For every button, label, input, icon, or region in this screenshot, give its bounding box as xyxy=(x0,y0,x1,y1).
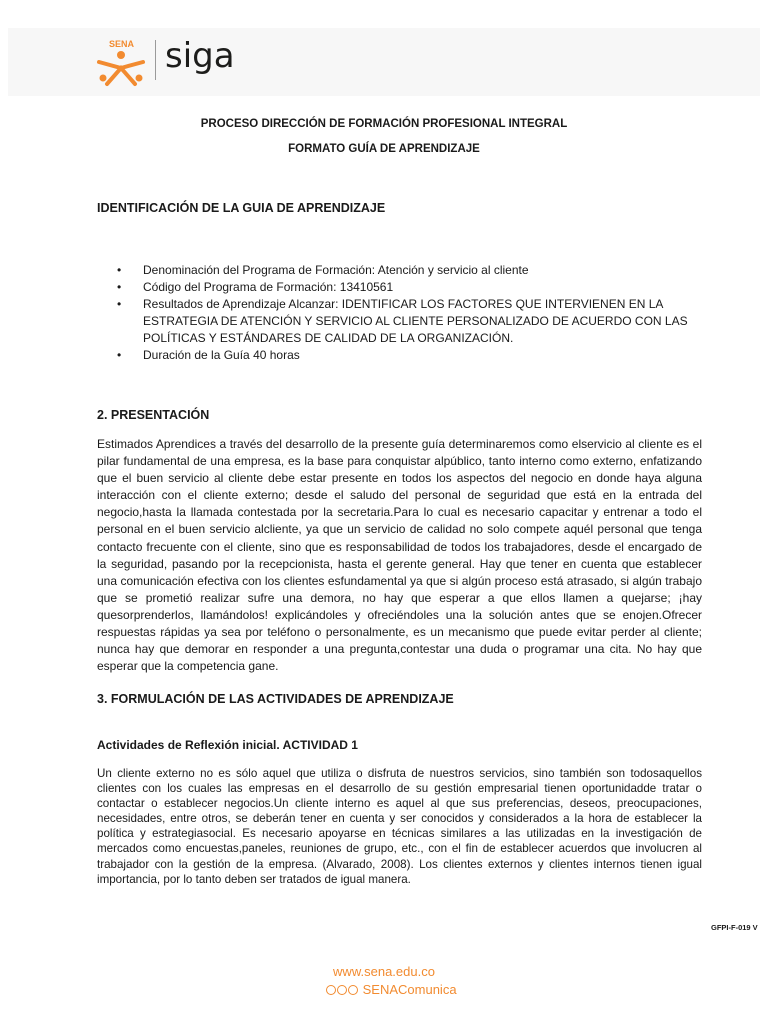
cc-by-icon xyxy=(337,985,347,995)
social-handle-label: SENAComunica xyxy=(362,982,457,997)
list-item: • Duración de la Guía 40 horas xyxy=(97,347,707,364)
section-heading-presentation: 2. PRESENTACIÓN xyxy=(97,408,210,422)
cc-info-icon xyxy=(348,985,358,995)
document-title-secondary: FORMATO GUÍA DE APRENDIZAJE xyxy=(288,143,480,155)
form-code: GFPI-F-019 V xyxy=(711,923,758,932)
social-handle[interactable] xyxy=(326,982,457,997)
list-item: • Denominación del Programa de Formación: Atención y servicio al cliente xyxy=(97,262,707,279)
document-title-primary: PROCESO DIRECCIÓN DE FORMACIÓN PROFESIONAL INTEGRAL xyxy=(200,118,568,130)
logo-divider xyxy=(155,40,156,80)
list-item: • Resultados de Aprendizaje Alcanzar: IDENTIFICAR LOS FACTORES QUE INTERVIENEN EN LA ESTRATEGIA DE ATENCIÓN Y SERVICIO AL CLIENTE PERSONALIZADO DE ACUERDO CON LAS POLÍTICAS Y ESTÁNDARES DE CALIDAD DE LA ORGANIZACIÓN. xyxy=(97,296,707,347)
sena-logo-icon xyxy=(95,38,147,88)
cc-license-icon xyxy=(326,985,336,995)
website-link[interactable]: www.sena.edu.co xyxy=(333,964,435,979)
section-heading-activities: 3. FORMULACIÓN DE LAS ACTIVIDADES DE APRENDIZAJE xyxy=(97,692,454,706)
sena-logo-wordmark: SENA xyxy=(109,39,135,49)
activity-paragraph: Un cliente externo no es sólo aquel que utiliza o disfruta de nuestros servicios, sino también son todosaquellos clientes con los cuales las empresas en el desarrollo de su gestión empresarial tienen oportunidadde tratar o contactar o establecer negocios.Un cliente interno es aquel al que sus preferencias, deseos, preocupaciones, necesidades, entre otros, se deberán tener en cuenta y ser conocidos y considerados a la hora de establecer la política y estrategiasocial. Es necesario apoyarse en técnicas similares a las utilizadas en la investigación de mercados como encuestas,paneles, reuniones de grupo, etc., con el fin de establecer acuerdos que involucren al trabajador con la gestión de la empresa. (Alvarado, 2008). Los clientes externos y clientes internos tienen igual importancia, por lo tanto deben ser tratados de igual manera. xyxy=(97,767,702,886)
list-item: • Código del Programa de Formación: 13410561 xyxy=(97,279,707,296)
presentation-paragraph: Estimados Aprendices a través del desarrollo de la presente guía determinaremos como elservicio al cliente es el pilar fundamental de una empresa, es la base para conquistar alpúblico, tanto interno como externo, enfatizando que el buen servicio al cliente debe estar presente en todos los aspectos del negocio en donde haya alguna interacción con el cliente externo; desde el saludo del personal de seguridad que está en la entrada del negocio,hasta la llamada contestada por la secretaria.Para lo cual es necesario capacitar y entrenar a todo el personal en el buen servicio alcliente, ya que un servicio de calidad no solo compete aquél personal que tenga contacto frecuente con el cliente, sino que es responsabilidad de todos los trabajadores, desde el encargado de la seguridad, pasando por la recepcionista, hasta el gerente general. Hay que tener en cuenta que establecer una comunicación efectiva con los clientes esfundamental ya que si algún proceso está atrasado, si algún trabajo que se prometió realizar sufre una demora, no hay que esperar a que ellos llamen a quejarse; ¡hay quesorprenderlos, llamándolos! explicándoles y ofreciéndoles una la solución antes que se enojen.Ofrecer respuestas rápidas ya sea por teléfono o personalmente, es un mecanismo que puede evitar perder al cliente; nunca hay que demorar en responder a una pregunta,contestar una duda o programar una cita. No hay que esperar que la competencia gane. xyxy=(97,437,702,674)
section-heading-identification: IDENTIFICACIÓN DE LA GUIA DE APRENDIZAJE xyxy=(97,201,386,215)
siga-logo-text: siga xyxy=(165,36,235,76)
activity-heading: Actividades de Reflexión inicial. ACTIVIDAD 1 xyxy=(97,738,358,752)
identification-list xyxy=(97,262,707,364)
